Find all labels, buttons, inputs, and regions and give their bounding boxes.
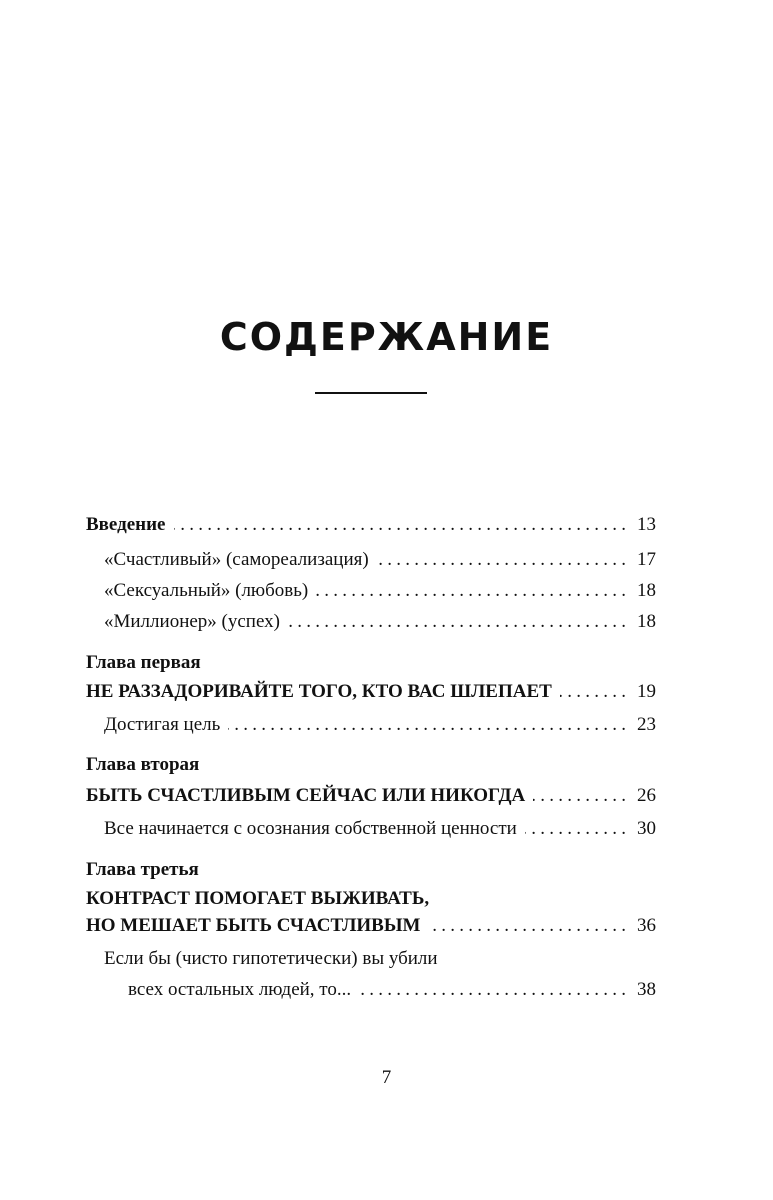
dot-leader bbox=[533, 782, 626, 810]
toc-entry-label: Все начинается с осознания собственной ценности bbox=[104, 818, 517, 839]
dot-leader bbox=[174, 511, 627, 539]
toc-entry-intro-3[interactable] bbox=[104, 608, 656, 636]
toc-entry-label: «Счастливый» (самореализация) bbox=[104, 549, 369, 570]
toc-entry-chapter-1[interactable] bbox=[86, 678, 656, 706]
chapter-3-title-line-1[interactable]: КОНТРАСТ ПОМОГАЕТ ВЫЖИВАТЬ, bbox=[86, 888, 430, 909]
toc-page-number: 23 bbox=[637, 714, 656, 735]
page-title: СОДЕРЖАНИЕ bbox=[219, 315, 554, 359]
toc-entry-intro-1[interactable] bbox=[104, 546, 656, 574]
toc-entry-label: НО МЕШАЕТ БЫТЬ СЧАСТЛИВЫМ bbox=[86, 915, 421, 936]
toc-entry-chapter-1-sub[interactable] bbox=[104, 711, 656, 739]
toc-page-number: 30 bbox=[637, 818, 656, 839]
dot-leader bbox=[525, 815, 626, 843]
toc-page-number: 38 bbox=[637, 979, 656, 1000]
toc-page-number: 17 bbox=[637, 549, 656, 570]
toc-entry-label: Достигая цель bbox=[104, 714, 221, 735]
toc-entry-chapter-3[interactable] bbox=[86, 912, 656, 940]
toc-page-number: 13 bbox=[637, 514, 656, 535]
chapter-1-kicker: Глава первая bbox=[86, 652, 201, 673]
toc-entry-label: «Миллионер» (успех) bbox=[104, 611, 280, 632]
chapter-3-kicker: Глава третья bbox=[86, 859, 199, 880]
toc-entry-label: «Сексуальный» (любовь) bbox=[104, 580, 309, 601]
page-number: 7 bbox=[381, 1067, 392, 1088]
dot-leader bbox=[377, 546, 626, 574]
dot-leader bbox=[316, 577, 626, 605]
dot-leader bbox=[560, 678, 626, 706]
toc-entry-chapter-2[interactable] bbox=[86, 782, 656, 810]
toc-entry-label: БЫТЬ СЧАСТЛИВЫМ СЕЙЧАС ИЛИ НИКОГДА bbox=[86, 785, 526, 806]
dot-leader bbox=[359, 976, 626, 1004]
title-underline bbox=[315, 392, 427, 394]
chapter-2-kicker: Глава вторая bbox=[86, 754, 200, 775]
toc-page-number: 36 bbox=[637, 915, 656, 936]
dot-leader bbox=[288, 608, 626, 636]
toc-page-number: 18 bbox=[637, 580, 656, 601]
toc-entry-label: НЕ РАЗЗАДОРИВАЙТЕ ТОГО, КТО ВАС ШЛЕПАЕТ bbox=[86, 681, 552, 702]
toc-page-number: 26 bbox=[637, 785, 656, 806]
toc-page-number: 19 bbox=[637, 681, 656, 702]
dot-leader bbox=[428, 912, 626, 940]
toc-entry-intro-2[interactable] bbox=[104, 577, 656, 605]
toc-entry-label: всех остальных людей, то... bbox=[128, 979, 352, 1000]
toc-page-number: 18 bbox=[637, 611, 656, 632]
chapter-3-sub-line-1[interactable]: Если бы (чисто гипотетически) вы убили bbox=[104, 948, 438, 969]
toc-entry-label: Введение bbox=[86, 514, 166, 535]
toc-entry-chapter-2-sub[interactable] bbox=[104, 815, 656, 843]
dot-leader bbox=[228, 711, 626, 739]
toc-entry-chapter-3-sub[interactable] bbox=[128, 976, 656, 1004]
toc-entry-intro[interactable] bbox=[86, 511, 656, 539]
